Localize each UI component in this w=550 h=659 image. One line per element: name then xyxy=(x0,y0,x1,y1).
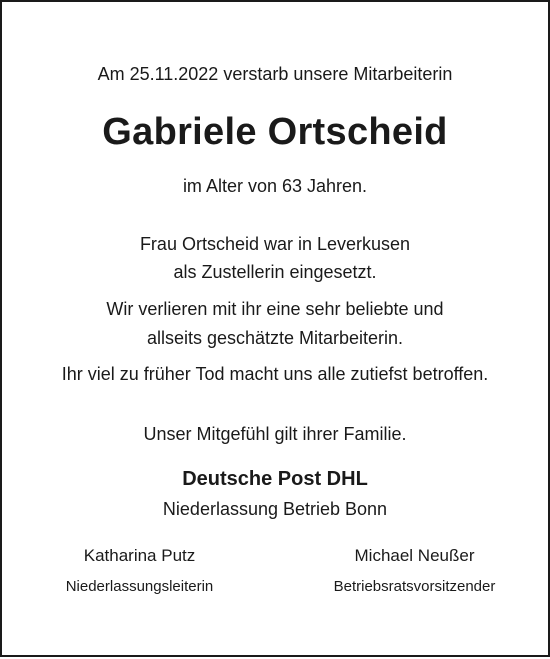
body-line-1: Frau Ortscheid war in Leverkusen xyxy=(139,234,411,254)
body-line-3: Wir verlieren mit ihr eine sehr beliebte und xyxy=(106,299,444,319)
signatory-role: Niederlassungsleiterin xyxy=(65,578,214,595)
company-name: Deutsche Post DHL xyxy=(182,468,368,490)
deceased-name: Gabriele Ortscheid xyxy=(102,111,448,153)
age-line: im Alter von 63 Jahren. xyxy=(182,176,368,196)
body-line-4: allseits geschätzte Mitarbeiterin. xyxy=(146,328,404,348)
signatory-left xyxy=(2,2,277,659)
branch-name: Niederlassung Betrieb Bonn xyxy=(162,499,388,519)
intro-line: Am 25.11.2022 verstarb unsere Mitarbeiterin xyxy=(97,64,453,84)
body-line-2: als Zustellerin eingesetzt. xyxy=(173,262,377,282)
sympathy-line: Unser Mitgefühl gilt ihrer Familie. xyxy=(143,424,407,444)
signatory-name: Katharina Putz xyxy=(83,546,196,565)
signatory-role: Betriebsratsvorsitzender xyxy=(333,578,496,595)
body-line-5: Ihr viel zu früher Tod macht uns alle zutiefst betroffen. xyxy=(61,364,489,384)
signatory-name: Michael Neußer xyxy=(354,546,475,565)
signatory-right xyxy=(277,2,550,659)
